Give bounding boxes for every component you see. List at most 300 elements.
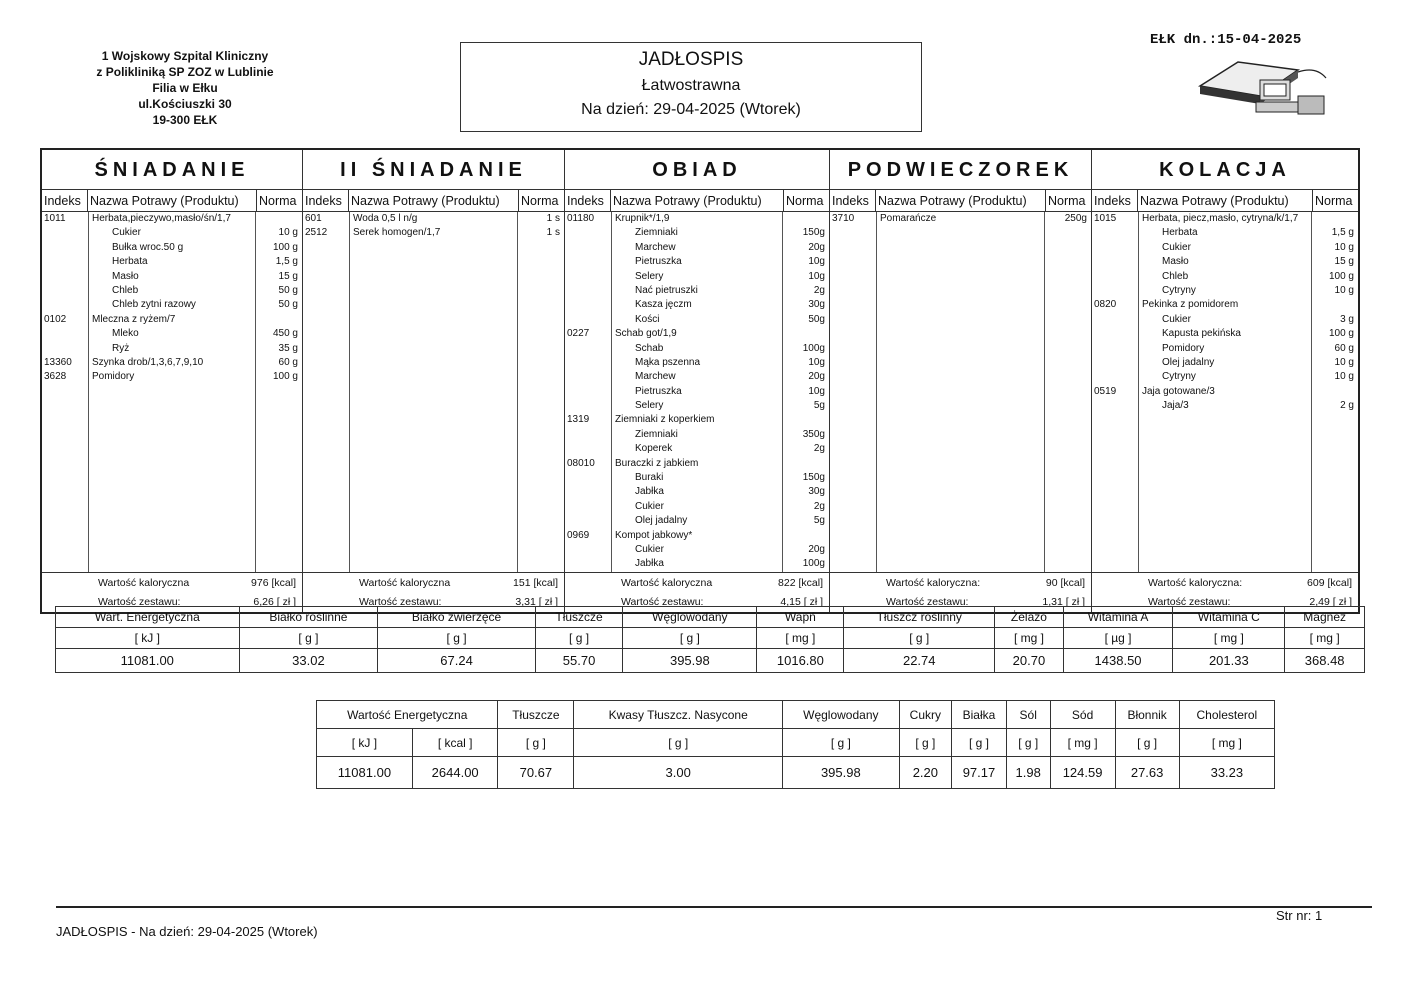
nutrition-header-row [56,607,1365,628]
item-name: Mąka pszenna [635,356,701,368]
header-name: Nazwa Potrawy (Produktu) [90,194,239,208]
nutrition-value: 395.98 [783,757,899,789]
item-name: Bułka wroc.50 g [112,241,184,253]
item-norm: 10 g [278,227,298,239]
nutrition-value-row [317,757,1275,789]
menu-item-row [42,241,302,255]
item-name: Pietruszka [635,256,682,268]
menu-item-row [42,255,302,269]
nutrition-value: 2644.00 [412,757,498,789]
menu-item-row [1092,298,1358,312]
document-title: JADŁOSPIS [638,49,744,70]
nutrition-unit: [ g ] [1115,729,1179,757]
header-name: Nazwa Potrawy (Produktu) [1140,194,1289,208]
title-box [460,42,922,132]
header-name: Nazwa Potrawy (Produktu) [613,194,762,208]
menu-item-row [565,212,829,226]
nutrition-header: Białko zwierzęce [378,607,536,628]
nutrition-unit: [ g ] [378,628,536,649]
item-name: Herbata,pieczywo,masło/śn/1,7 [92,213,231,224]
kcal-value: 822 [kcal] [778,577,823,589]
nutrition-header: Węglowodany [623,607,757,628]
nutrition-header: Sód [1050,701,1115,729]
nutrition-unit: [ g ] [899,729,952,757]
menu-item-row [565,500,829,514]
item-name: Schab [635,342,664,354]
menu-item-row [42,284,302,298]
nutrition-unit: [ mg ] [1285,628,1365,649]
header-index: Indeks [565,190,611,212]
item-norm: 2g [813,500,825,512]
nutrition-header: Błonnik [1115,701,1179,729]
nutrition-header-row [317,701,1275,729]
item-norm: 15 g [1334,256,1354,268]
header-index: Indeks [303,190,349,212]
item-name: Woda 0,5 l n/g [353,213,418,224]
item-norm: 1 s [546,227,560,239]
item-norm: 100 g [1328,328,1354,340]
nutrition-value: 55.70 [535,649,622,673]
meal-title: II ŚNIADANIE [303,150,564,190]
kcal-label: Wartość kaloryczna: [1148,577,1243,589]
item-name: Masło [112,270,139,282]
hospital-line: 1 Wojskowy Szpital Kliniczny [101,49,269,63]
hospital-address [70,48,300,128]
menu-item-row [1092,399,1358,413]
item-norm: 10g [808,256,825,268]
column-headers [42,190,302,212]
item-index: 13360 [44,356,72,368]
item-norm: 35 g [278,342,298,354]
menu-item-row [830,212,1091,226]
item-name: Schab got/1,9 [615,328,677,340]
menu-item-row [565,298,829,312]
item-norm: 10 g [1334,371,1354,383]
item-name: Jaja gotowane/3 [1142,385,1215,397]
menu-item-row [1092,241,1358,255]
nutrition-unit: [ mg ] [1179,729,1274,757]
item-norm: 2g [813,284,825,296]
nutrition-value: 1016.80 [757,649,844,673]
header-norm: Norma [256,190,302,212]
hospital-line: Filia w Ełku [152,81,218,95]
nutrition-header: Witamina C [1173,607,1285,628]
item-name: Cukier [112,227,141,239]
item-name: Koperek [635,443,673,455]
menu-item-row [1092,212,1358,226]
nutrition-unit: [ µg ] [1063,628,1173,649]
nutrition-unit: [ kJ ] [317,729,413,757]
kcal-value: 976 [kcal] [251,577,296,589]
nutrition-unit: [ mg ] [995,628,1064,649]
nutrition-value: 11081.00 [56,649,240,673]
menu-item-row [565,529,829,543]
cost-label: Wartość zestawu: [98,596,181,608]
item-name: Krupnik*/1,9 [615,213,670,224]
item-index: 08010 [567,457,595,469]
meal-items [565,212,829,572]
nutrition-value: 201.33 [1173,649,1285,673]
meal-items [303,212,564,572]
nutrition-unit: [ mg ] [1050,729,1115,757]
item-norm: 50 g [278,284,298,296]
item-norm: 1,5 g [1331,227,1354,239]
menu-date: Na dzień: 29-04-2025 (Wtorek) [581,101,801,118]
menu-item-row [42,342,302,356]
cost-value: 3,31 [ zł ] [515,596,558,608]
nutrition-unit: [ g ] [1006,729,1050,757]
nutrition-value: 20.70 [995,649,1064,673]
menu-item-row [42,356,302,370]
menu-item-row [565,514,829,528]
item-norm: 1 s [546,213,560,224]
item-name: Chleb [112,284,139,296]
cost-value: 6,26 [ zł ] [253,596,296,608]
nutrition-value: 395.98 [623,649,757,673]
item-name: Cukier [1162,241,1191,253]
nutrition-value: 368.48 [1285,649,1365,673]
nutrition-header: Białka [952,701,1007,729]
item-norm: 100g [802,558,825,570]
hospital-line: z Polikliniką SP ZOZ w Lublinie [96,65,274,79]
menu-table [40,148,1360,614]
item-name: Cukier [635,500,664,512]
kcal-label: Wartość kaloryczna: [886,577,981,589]
nutrition-value: 1438.50 [1063,649,1173,673]
nutrition-unit: [ kJ ] [56,628,240,649]
hospital-line: ul.Kościuszki 30 [138,97,232,111]
menu-item-row [565,270,829,284]
nutrition-value: 11081.00 [317,757,413,789]
menu-item-row [565,327,829,341]
nutrition-value: 1.98 [1006,757,1050,789]
item-name: Szynka drob/1,3,6,7,9,10 [92,356,204,368]
item-norm: 10g [808,356,825,368]
item-norm: 60 g [278,356,298,368]
item-norm: 15 g [278,270,298,282]
item-norm: 10 g [1334,284,1354,296]
item-norm: 100 g [272,241,298,253]
item-name: Olej jadalny [635,515,688,527]
nutrition-header: Tłuszcz roślinny [844,607,995,628]
item-index: 0102 [44,313,67,325]
meal-title: ŚNIADANIE [42,150,302,190]
menu-item-row [1092,270,1358,284]
item-name: Ziemniaki [635,227,678,239]
item-name: Pomidory [1162,342,1205,354]
menu-item-row [303,212,564,226]
item-name: Kapusta pekińska [1162,328,1241,340]
item-norm: 10g [808,270,825,282]
menu-item-row [42,298,302,312]
item-norm: 20g [808,241,825,253]
item-index: 2512 [305,227,328,239]
nutrition-value: 97.17 [952,757,1007,789]
meal-column-breakfast [42,150,303,612]
menu-item-row [565,356,829,370]
header-norm: Norma [1045,190,1091,212]
nutrition-header: Węglowodany [783,701,899,729]
cost-value: 2,49 [ zł ] [1309,596,1352,608]
diet-name: Łatwostrawna [641,77,741,94]
item-name: Chleb zytni razowy [112,299,196,311]
column-headers [830,190,1091,212]
cost-label: Wartość zestawu: [359,596,442,608]
menu-item-row [565,557,829,571]
computer-book-icon [1198,56,1330,120]
item-name: Selery [635,270,664,282]
item-name: Serek homogen/1,7 [353,227,441,239]
cost-label: Wartość zestawu: [1148,596,1231,608]
nutrition-unit: [ g ] [498,729,574,757]
item-name: Kasza jęczm [635,299,692,311]
item-name: Ziemniaki [635,428,678,440]
item-name: Cytryny [1162,371,1196,383]
item-index: 1015 [1094,213,1117,224]
item-norm: 3 g [1340,313,1354,325]
header-norm: Norma [518,190,564,212]
item-norm: 5g [813,400,825,412]
kcal-value: 151 [kcal] [513,577,558,589]
nutrition-value: 33.02 [239,649,378,673]
item-name: Selery [635,400,664,412]
header-index: Indeks [42,190,88,212]
item-norm: 10g [808,385,825,397]
menu-item-row [565,255,829,269]
nutrition-header: Tłuszcze [535,607,622,628]
item-name: Buraczki z jabkiem [615,457,699,469]
item-name: Jaja/3 [1162,400,1189,412]
item-norm: 10 g [1334,241,1354,253]
column-headers [1092,190,1358,212]
nutrition-table-label [316,700,1275,789]
nutrition-header: Białko roślinne [239,607,378,628]
menu-item-row [42,226,302,240]
menu-item-row [42,270,302,284]
kcal-label: Wartość kaloryczna [98,577,190,589]
item-index: 1011 [44,213,66,224]
nutrition-value: 3.00 [574,757,783,789]
menu-item-row [565,485,829,499]
nutrition-header: Sól [1006,701,1050,729]
menu-item-row [565,413,829,427]
meal-column-lunch [565,150,830,612]
menu-item-row [565,313,829,327]
print-date: EŁK dn.:15-04-2025 [1150,32,1302,48]
kcal-label: Wartość kaloryczna [359,577,451,589]
header-index: Indeks [830,190,876,212]
item-name: Jabłka [635,486,664,498]
menu-item-row [565,226,829,240]
item-name: Pomidory [92,371,135,383]
item-name: Kości [635,313,660,325]
nutrition-header: Wartość Energetyczna [317,701,498,729]
menu-item-row [565,471,829,485]
nutrition-value: 22.74 [844,649,995,673]
footer-divider [56,906,1372,908]
item-name: Mleko [112,328,139,340]
menu-item-row [1092,342,1358,356]
nutrition-header: Cholesterol [1179,701,1274,729]
item-index: 3628 [44,371,67,383]
menu-item-row [1092,370,1358,384]
item-norm: 50g [808,313,825,325]
nutrition-value-row [56,649,1365,673]
menu-item-row [565,370,829,384]
item-name: Marchew [635,241,676,253]
meal-title: KOLACJA [1092,150,1358,190]
menu-item-row [1092,313,1358,327]
nutrition-header: Żelazo [995,607,1064,628]
menu-item-row [565,342,829,356]
menu-item-row [1092,255,1358,269]
menu-item-row [565,241,829,255]
cost-value: 4,15 [ zł ] [780,596,823,608]
meal-title: OBIAD [565,150,829,190]
menu-item-row [565,428,829,442]
item-name: Masło [1162,256,1189,268]
nutrition-unit: [ g ] [574,729,783,757]
nutrition-unit: [ g ] [623,628,757,649]
cost-label: Wartość zestawu: [621,596,704,608]
item-norm: 150g [802,472,825,484]
menu-item-row [565,442,829,456]
item-norm: 20g [808,371,825,383]
item-name: Pomarańcze [880,213,937,224]
header-name: Nazwa Potrawy (Produktu) [351,194,500,208]
nutrition-header: Cukry [899,701,952,729]
menu-item-row [1092,385,1358,399]
nutrition-value: 2.20 [899,757,952,789]
item-name: Buraki [635,472,664,484]
column-headers [565,190,829,212]
item-norm: 50 g [278,299,298,311]
item-norm: 20g [808,543,825,555]
kcal-label: Wartość kaloryczna [621,577,713,589]
item-index: 601 [305,213,322,224]
cost-value: 1,31 [ zł ] [1042,596,1085,608]
item-name: Herbata [112,256,148,268]
item-name: Ryż [112,342,130,354]
nutrition-unit: [ g ] [952,729,1007,757]
menu-item-row [1092,226,1358,240]
nutrition-value: 70.67 [498,757,574,789]
item-index: 01180 [567,213,595,224]
nutrition-header: Magnez [1285,607,1365,628]
nutrition-table-daily [55,606,1365,673]
item-norm: 1,5 g [275,256,298,268]
menu-item-row [42,370,302,384]
item-norm: 350g [802,428,825,440]
header-norm: Norma [783,190,829,212]
nutrition-unit: [ g ] [844,628,995,649]
nutrition-value: 33.23 [1179,757,1274,789]
menu-item-row [42,327,302,341]
cost-label: Wartość zestawu: [886,596,969,608]
meal-column-dinner [1092,150,1358,612]
kcal-value: 90 [kcal] [1045,577,1085,589]
nutrition-header: Witamina A [1063,607,1173,628]
item-name: Ziemniaki z koperkiem [615,414,715,426]
item-norm: 250g [1064,213,1087,224]
menu-item-row [565,385,829,399]
item-name: Chleb [1162,270,1189,282]
item-norm: 30g [808,486,825,498]
item-name: Herbata, piecz,masło, cytryna/k/1,7 [1142,213,1299,224]
column-headers [303,190,564,212]
nutrition-unit-row [317,729,1275,757]
nutrition-unit: [ mg ] [757,628,844,649]
item-name: Cukier [1162,313,1191,325]
meal-items [42,212,302,572]
menu-item-row [303,226,564,240]
item-norm: 10 g [1334,356,1354,368]
kcal-value: 609 [kcal] [1307,577,1352,589]
item-norm: 5g [813,515,825,527]
item-name: Cytryny [1162,284,1196,296]
item-name: Pietruszka [635,385,682,397]
item-index: 0227 [567,328,590,340]
nutrition-unit: [ kcal ] [412,729,498,757]
item-norm: 100g [802,342,825,354]
menu-item-row [565,543,829,557]
item-name: Mleczna z ryżem/7 [92,313,176,325]
item-norm: 150g [802,227,825,239]
nutrition-value: 67.24 [378,649,536,673]
item-index: 0820 [1094,299,1117,311]
item-name: Nać pietruszki [635,284,698,296]
item-norm: 100 g [272,371,298,383]
hospital-line: 19-300 EŁK [152,113,218,127]
nutrition-header: Tłuszcze [498,701,574,729]
nutrition-unit: [ g ] [535,628,622,649]
item-name: Olej jadalny [1162,356,1215,368]
item-name: Pekinka z pomidorem [1142,299,1239,311]
item-norm: 450 g [272,328,298,340]
item-norm: 30g [808,299,825,311]
nutrition-header: Wapń [757,607,844,628]
menu-item-row [1092,327,1358,341]
nutrition-value: 27.63 [1115,757,1179,789]
meal-title: PODWIECZOREK [830,150,1091,190]
item-norm: 100 g [1328,270,1354,282]
nutrition-unit-row [56,628,1365,649]
item-norm: 2 g [1340,400,1354,412]
meal-column-second-breakfast [303,150,565,612]
nutrition-unit: [ g ] [239,628,378,649]
header-name: Nazwa Potrawy (Produktu) [878,194,1027,208]
meal-column-afternoon-snack [830,150,1092,612]
menu-item-row [42,313,302,327]
header-norm: Norma [1312,190,1358,212]
menu-item-row [565,284,829,298]
item-name: Jabłka [635,558,664,570]
item-name: Kompot jabkowy* [615,529,693,541]
item-name: Herbata [1162,227,1198,239]
menu-item-row [565,457,829,471]
menu-item-row [42,212,302,226]
footer-title: JADŁOSPIS - Na dzień: 29-04-2025 (Wtorek) [56,924,318,939]
nutrition-header: Kwasy Tłuszcz. Nasycone [574,701,783,729]
nutrition-unit: [ mg ] [1173,628,1285,649]
item-index: 3710 [832,213,855,224]
nutrition-unit: [ g ] [783,729,899,757]
meal-items [1092,212,1358,572]
page-number: Str nr: 1 [1276,908,1323,923]
item-norm: 2g [813,443,825,455]
header-index: Indeks [1092,190,1138,212]
nutrition-value: 124.59 [1050,757,1115,789]
